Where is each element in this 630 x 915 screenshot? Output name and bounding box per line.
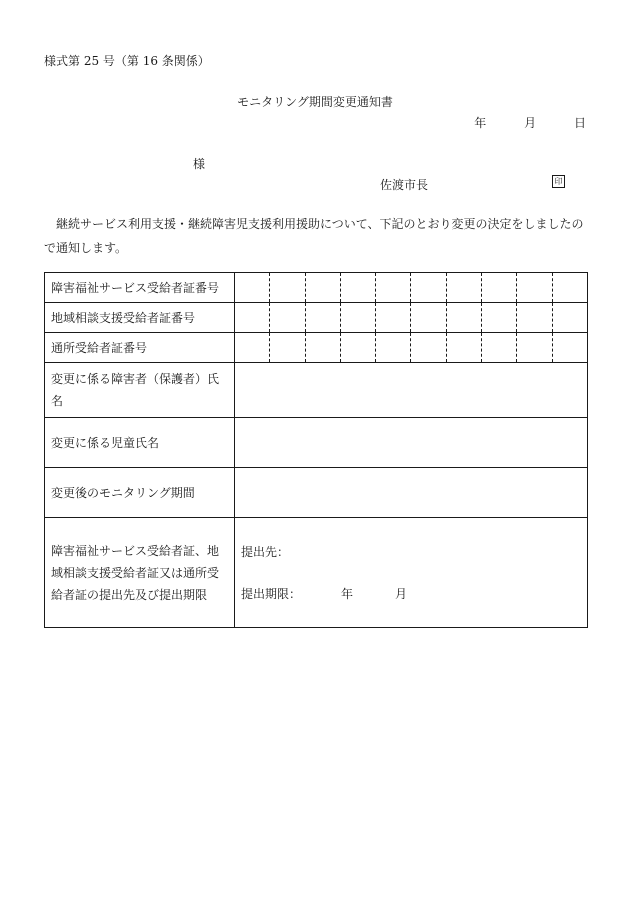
date-month-label: 月 <box>524 116 537 130</box>
digit-cell[interactable] <box>411 333 446 363</box>
date-year-label: 年 <box>474 116 487 130</box>
table-row <box>45 273 588 303</box>
digit-cell[interactable] <box>340 303 375 333</box>
monitoring-period-field[interactable] <box>235 468 588 518</box>
digit-cell[interactable] <box>411 273 446 303</box>
digit-cell[interactable] <box>305 333 340 363</box>
row-label: 変更に係る障害者（保護者）氏名 <box>45 363 235 418</box>
digit-cell[interactable] <box>340 273 375 303</box>
digit-cell[interactable] <box>270 303 305 333</box>
guardian-name-field[interactable] <box>235 363 588 418</box>
form-number: 様式第 25 号（第 16 条関係） <box>44 54 210 68</box>
seal-mark: 印 <box>552 175 565 188</box>
digit-cell[interactable] <box>376 333 411 363</box>
digit-cell[interactable] <box>270 333 305 363</box>
table-row <box>45 303 588 333</box>
row-label: 通所受給者証番号 <box>45 333 235 363</box>
digit-cell[interactable] <box>376 303 411 333</box>
deadline-month-label: 月 <box>395 586 408 601</box>
digit-cell[interactable] <box>482 273 517 303</box>
digit-cell[interactable] <box>235 333 270 363</box>
digit-cell[interactable] <box>411 303 446 333</box>
table-row <box>45 363 588 418</box>
row-label: 変更に係る児童氏名 <box>45 418 235 468</box>
digit-cell[interactable] <box>340 333 375 363</box>
notification-form-table <box>44 272 588 628</box>
digit-cell[interactable] <box>376 273 411 303</box>
digit-cell[interactable] <box>446 303 481 333</box>
row-label: 障害福祉サービス受給者証、地域相談支援受給者証又は通所受給者証の提出先及び提出期限 <box>45 518 235 628</box>
digit-cell[interactable] <box>270 273 305 303</box>
digit-cell[interactable] <box>517 273 552 303</box>
date-day-label: 日 <box>573 116 586 130</box>
digit-cell[interactable] <box>305 303 340 333</box>
document-title: モニタリング期間変更通知書 <box>237 95 393 109</box>
submission-field[interactable] <box>235 518 588 628</box>
digit-cell[interactable] <box>235 303 270 333</box>
submit-to-line <box>241 531 581 573</box>
digit-cell[interactable] <box>446 273 481 303</box>
deadline-year-label: 年 <box>341 586 354 601</box>
table-row <box>45 518 588 628</box>
row-label: 変更後のモニタリング期間 <box>45 468 235 518</box>
deadline-line <box>241 573 581 615</box>
issuer-name: 佐渡市長 <box>380 178 429 192</box>
table-row <box>45 333 588 363</box>
addressee-suffix: 様 <box>193 157 206 171</box>
submit-to-label: 提出先： <box>241 544 290 559</box>
row-label: 地域相談支援受給者証番号 <box>45 303 235 333</box>
table-row <box>45 418 588 468</box>
digit-cell[interactable] <box>305 273 340 303</box>
child-name-field[interactable] <box>235 418 588 468</box>
row-label: 障害福祉サービス受給者証番号 <box>45 273 235 303</box>
notice-body-text: 継続サービス利用支援・継続障害児支援利用援助について、下記のとおり変更の決定をしましたので通知します。 <box>44 217 584 255</box>
digit-cell[interactable] <box>482 333 517 363</box>
digit-cell[interactable] <box>552 273 587 303</box>
digit-cell[interactable] <box>552 303 587 333</box>
date-line <box>468 114 586 131</box>
digit-cell[interactable] <box>552 333 587 363</box>
deadline-label: 提出期限： <box>241 586 302 601</box>
table-row <box>45 468 588 518</box>
digit-cell[interactable] <box>446 333 481 363</box>
digit-cell[interactable] <box>517 303 552 333</box>
digit-cell[interactable] <box>517 333 552 363</box>
digit-cell[interactable] <box>235 273 270 303</box>
digit-cell[interactable] <box>482 303 517 333</box>
